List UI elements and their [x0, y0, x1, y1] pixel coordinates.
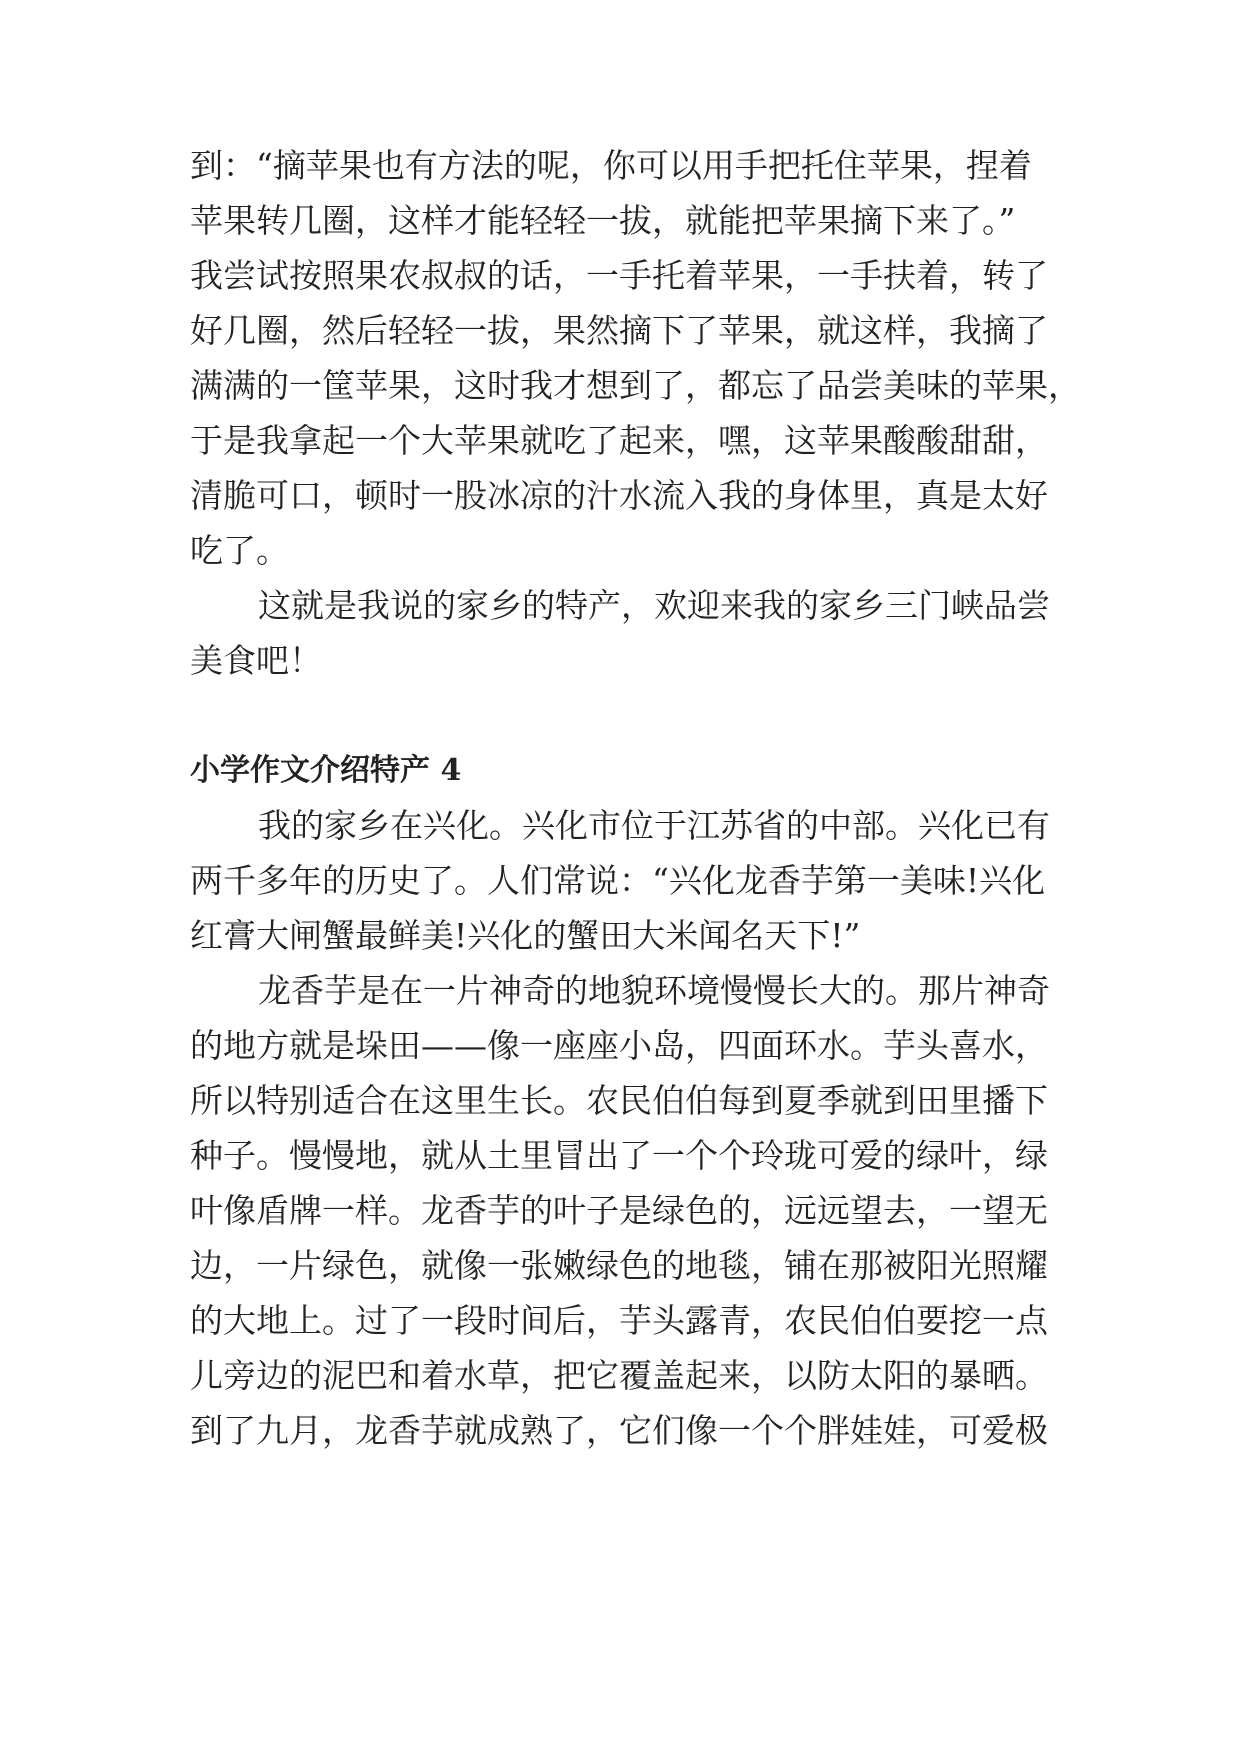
paragraph-line: 这就是我说的家乡的特产，欢迎来我的家乡三门峡品尝	[258, 586, 1050, 625]
paragraph-line: 到：“摘苹果也有方法的呢，你可以用手把托住苹果，捏着	[190, 146, 1032, 185]
paragraph-line: 满满的一筐苹果，这时我才想到了，都忘了品尝美味的苹果，	[190, 366, 1081, 405]
paragraph-line: 龙香芋是在一片神奇的地貌环境慢慢长大的。那片神奇	[258, 971, 1050, 1010]
paragraph-line: 我尝试按照果农叔叔的话，一手托着苹果，一手扶着，转了	[190, 256, 1048, 295]
section-title: 小学作文介绍特产 4	[190, 753, 462, 788]
paragraph-line: 到了九月，龙香芋就成熟了，它们像一个个胖娃娃，可爱极	[190, 1411, 1048, 1450]
paragraph-line: 的大地上。过了一段时间后，芋头露青，农民伯伯要挖一点	[190, 1301, 1048, 1340]
paragraph-line: 于是我拿起一个大苹果就吃了起来，嘿，这苹果酸酸甜甜，	[190, 421, 1048, 460]
paragraph-line: 好几圈，然后轻轻一拔，果然摘下了苹果，就这样，我摘了	[190, 311, 1048, 350]
paragraph-line: 红膏大闸蟹最鲜美!兴化的蟹田大米闻名天下!”	[190, 916, 861, 955]
paragraph-line: 苹果转几圈，这样才能轻轻一拔，就能把苹果摘下来了。”	[190, 201, 1016, 240]
paragraph-line: 清脆可口，顿时一股冰凉的汁水流入我的身体里，真是太好	[190, 476, 1048, 515]
paragraph-line: 边，一片绿色，就像一张嫩绿色的地毯，铺在那被阳光照耀	[190, 1246, 1048, 1285]
paragraph-line: 美食吧！	[190, 641, 322, 680]
paragraph-line: 两千多年的历史了。人们常说：“兴化龙香芋第一美味!兴化	[190, 861, 1046, 900]
paragraph-line: 所以特别适合在这里生长。农民伯伯每到夏季就到田里播下	[190, 1081, 1048, 1120]
paragraph-line: 的地方就是垛田——像一座座小岛，四面环水。芋头喜水，	[190, 1026, 1048, 1065]
paragraph-line: 叶像盾牌一样。龙香芋的叶子是绿色的，远远望去，一望无	[190, 1191, 1048, 1230]
paragraph-line: 儿旁边的泥巴和着水草，把它覆盖起来，以防太阳的暴晒。	[190, 1356, 1048, 1395]
paragraph-line: 种子。慢慢地，就从土里冒出了一个个玲珑可爱的绿叶，绿	[190, 1136, 1048, 1175]
paragraph-line: 我的家乡在兴化。兴化市位于江苏省的中部。兴化已有	[258, 806, 1050, 845]
paragraph-line: 吃了。	[190, 531, 289, 570]
